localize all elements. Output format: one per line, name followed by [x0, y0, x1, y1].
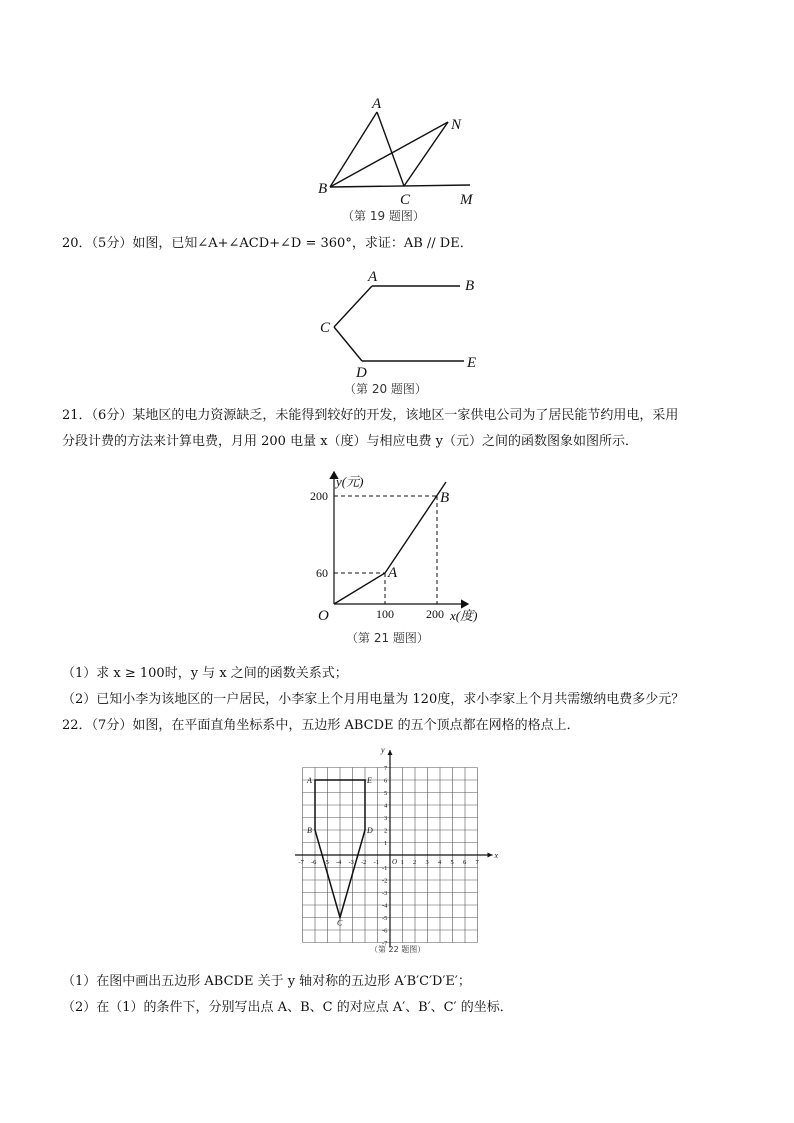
- point-a-label: A: [388, 565, 398, 581]
- x-axis-label: x: [494, 851, 499, 860]
- figure-19: [300, 92, 500, 228]
- function-line: [334, 482, 446, 604]
- vertex-label-b: B: [307, 826, 312, 835]
- label-b: B: [318, 181, 328, 197]
- x-tick-label: 1: [400, 859, 404, 866]
- x-tick-label: -5: [323, 859, 329, 866]
- y-tick-label: 4: [384, 802, 388, 810]
- y-tick-label: 2: [384, 827, 388, 835]
- vertex-label-e: E: [367, 776, 372, 785]
- caption-20: （第 20 题图）: [344, 382, 427, 396]
- vertex-label-c: C: [337, 918, 343, 928]
- figure-22: [292, 744, 512, 958]
- x-arrow: [488, 853, 493, 858]
- line-cn: [404, 122, 448, 186]
- y-tick-label: 1: [384, 840, 388, 847]
- y-tick-label: 6: [384, 777, 388, 785]
- question-20: 20．（5分）如图，已知∠A+∠ACD+∠D = 360°，求证：AB // DE．: [62, 236, 473, 251]
- question-22: 22．（7分）如图，在平面直角坐标系中，五边形 ABCDE 的五个顶点都在网格的格点上．: [62, 718, 580, 733]
- y-tick-label: -7: [382, 940, 388, 947]
- label-n: N: [451, 117, 462, 133]
- x-tick-200: 200: [426, 607, 444, 621]
- figure-21: [300, 468, 500, 654]
- x-tick-label: -4: [336, 859, 342, 866]
- caption-21: （第 21 题图）: [346, 631, 429, 645]
- x-tick-label: -3: [348, 859, 354, 866]
- x-tick-label: 2: [413, 859, 417, 866]
- origin-label: O: [392, 858, 398, 866]
- y-tick-label: -3: [382, 890, 388, 897]
- question-22-sub2: （2）在（1）的条件下，分别写出点 A、B、C 的对应点 A′、B′、C′ 的坐标．: [62, 1000, 513, 1015]
- line-ba: [330, 112, 377, 187]
- y-tick-60: 60: [316, 566, 328, 580]
- line-cd: [334, 327, 362, 361]
- x-tick-label: 3: [425, 859, 429, 866]
- label-a: A: [368, 269, 378, 285]
- question-22-sub1: （1）在图中画出五边形 ABCDE 关于 y 轴对称的五边形 A′B′C′D′E′；: [62, 974, 471, 989]
- x-tick-label: 4: [438, 859, 442, 866]
- coordinate-grid: [292, 744, 512, 958]
- label-d: D: [356, 365, 367, 381]
- question-21-sub1: （1）求 x ≥ 100时，y 与 x 之间的函数关系式；: [62, 666, 348, 681]
- caption-19: （第 19 题图）: [342, 209, 425, 223]
- label-e: E: [467, 355, 477, 371]
- y-axis-label: y: [381, 745, 385, 755]
- label-b: B: [465, 278, 475, 294]
- y-tick-label: 7: [384, 765, 388, 772]
- label-a: A: [372, 96, 382, 112]
- origin-label: O: [318, 608, 329, 624]
- x-tick-label: -1: [373, 859, 379, 866]
- line-bn: [330, 122, 448, 187]
- x-tick-label: 7: [475, 859, 479, 866]
- x-tick-label: 6: [463, 859, 467, 866]
- point-b-label: B: [440, 490, 450, 506]
- line-ca: [334, 286, 372, 327]
- figure-20: [310, 266, 490, 402]
- x-tick-label: -6: [311, 859, 317, 866]
- x-tick-label: -2: [361, 859, 367, 866]
- y-tick-label: -2: [382, 877, 388, 885]
- line-bm: [330, 185, 470, 187]
- vertex-label-d: D: [367, 826, 373, 835]
- label-c: C: [320, 320, 331, 336]
- y-tick-label: 3: [384, 815, 388, 822]
- label-m: M: [460, 192, 473, 208]
- question-21-line1: 21．（6分）某地区的电力资源缺乏，未能得到较好的开发，该地区一家供电公司为了居民能节约用电，采用: [62, 408, 679, 423]
- question-21-line2: 分段计费的方法来计算电费，月用 200 电量 x（度）与相应电费 y（元）之间的函数图象如图所示．: [62, 434, 639, 449]
- y-tick-label: -6: [382, 927, 388, 935]
- x-tick-100: 100: [376, 607, 394, 621]
- x-axis-label: x(度): [450, 608, 478, 623]
- x-tick-label: 5: [450, 859, 454, 866]
- question-21-sub2: （2）已知小李为该地区的一户居民，小李家上个月用电量为 120度，求小李家上个月共需缴纳电费多少元？: [62, 692, 685, 707]
- y-axis-label: y(元): [336, 474, 364, 489]
- caption-22: （第 22 题图）: [370, 945, 426, 954]
- y-arrow: [388, 750, 393, 755]
- y-tick-label: -1: [382, 865, 388, 872]
- vertex-label-a: A: [307, 776, 312, 785]
- y-tick-label: -4: [382, 902, 388, 910]
- y-tick-label: -5: [382, 915, 388, 922]
- label-c: C: [400, 192, 411, 208]
- x-tick-label: -7: [298, 859, 304, 866]
- y-tick-200: 200: [310, 489, 328, 503]
- y-tick-label: 5: [384, 790, 388, 797]
